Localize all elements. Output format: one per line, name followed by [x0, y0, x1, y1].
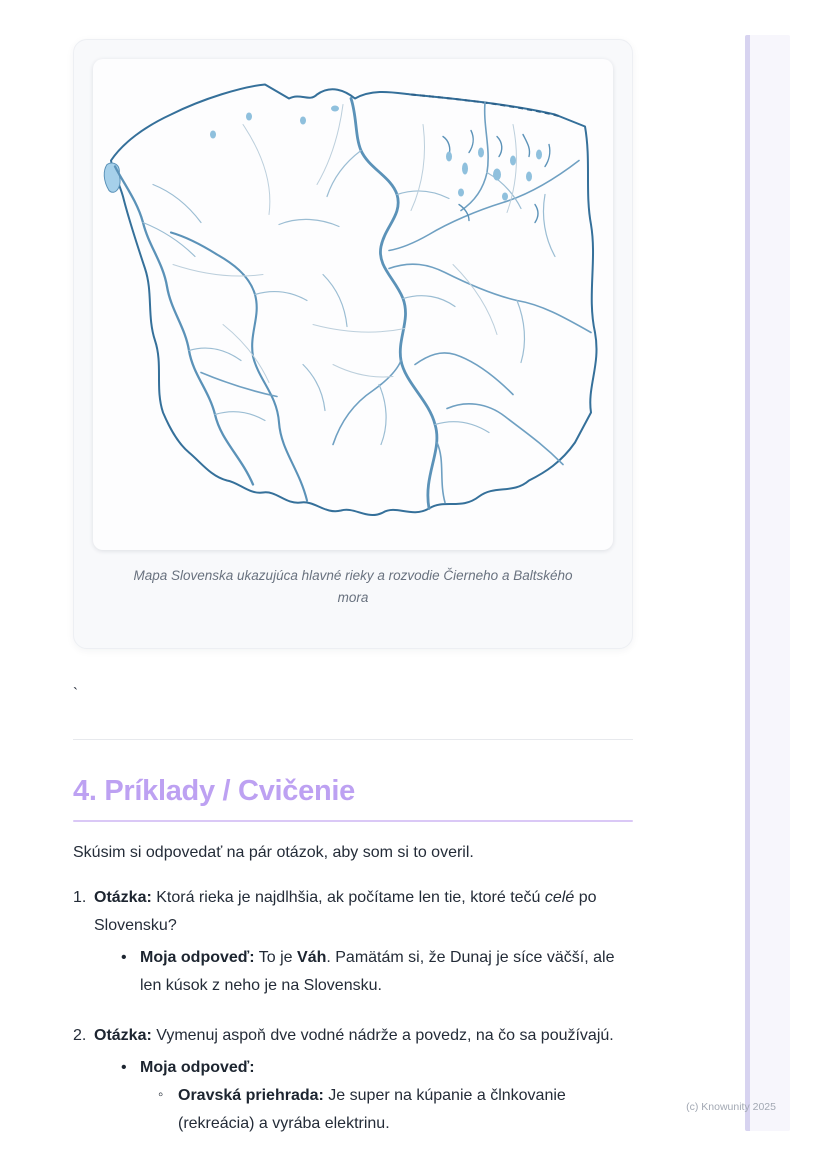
exercise-item-1 — [73, 884, 633, 1000]
answer-bold: Váh — [297, 949, 327, 966]
bullet-icon: • — [121, 949, 127, 966]
answer-list — [121, 1054, 633, 1138]
list-number: 2. — [73, 1027, 87, 1044]
section-heading: 4. Príklady / Cvičenie — [73, 775, 355, 807]
intro-paragraph: Skúsim si odpovedať na pár otázok, aby som si to overil. — [73, 844, 474, 861]
question-part: po Slovensku? — [94, 889, 597, 934]
exercise-item-2 — [73, 1022, 633, 1138]
answer-text — [140, 949, 614, 994]
question-part: Ktorá rieka je najdlhšia, ak počítame len tie, ktoré tečú — [151, 889, 545, 906]
question-emphasis: celé — [544, 889, 575, 906]
map-figure-card — [73, 39, 633, 649]
sub-answer-text — [178, 1087, 566, 1132]
rivers-map-image — [93, 59, 613, 550]
answer-text — [140, 1059, 255, 1076]
sub-answer-item — [158, 1082, 633, 1138]
footer-copyright: (c) Knowunity 2025 — [686, 1101, 776, 1113]
heading-underline — [73, 820, 633, 822]
exercise-list — [73, 884, 633, 1138]
question-text — [94, 889, 597, 934]
answer-label: Moja odpoveď: — [140, 949, 255, 966]
question-label: Otázka: — [94, 889, 152, 906]
content-column — [73, 0, 633, 1138]
list-number: 1. — [73, 889, 87, 906]
sub-answer-list — [158, 1082, 633, 1138]
answer-list — [121, 944, 633, 1000]
question-part: Vymenuj aspoň dve vodné nádrže a povedz, na čo sa používajú. — [151, 1027, 614, 1044]
sub-answer-part: Je super na kúpanie a člnkovanie (rekreácia) a vyrába elektrinu. — [178, 1087, 566, 1132]
answer-label: Moja odpoveď: — [140, 1059, 255, 1076]
answer-item — [121, 1054, 633, 1138]
figure-caption: Mapa Slovenska ukazujúca hlavné rieky a rozvodie Čierneho a Baltského mora — [133, 568, 573, 605]
section-divider — [73, 739, 633, 740]
bullet-icon: • — [121, 1059, 127, 1076]
circle-bullet-icon: ◦ — [158, 1086, 164, 1103]
question-text — [94, 1027, 614, 1044]
stray-backtick-text: ` — [73, 685, 78, 702]
answer-part: . Pamätám si, že Dunaj je síce väčší, ale len kúsok z neho je na Slovensku. — [140, 949, 615, 994]
question-label: Otázka: — [94, 1027, 152, 1044]
sub-answer-label: Oravská priehrada: — [178, 1087, 324, 1104]
answer-part: To je — [254, 949, 298, 966]
answer-item — [121, 944, 633, 1000]
poland-rivers-map-icon — [93, 59, 613, 550]
page-scroll-strip[interactable] — [745, 35, 790, 1131]
